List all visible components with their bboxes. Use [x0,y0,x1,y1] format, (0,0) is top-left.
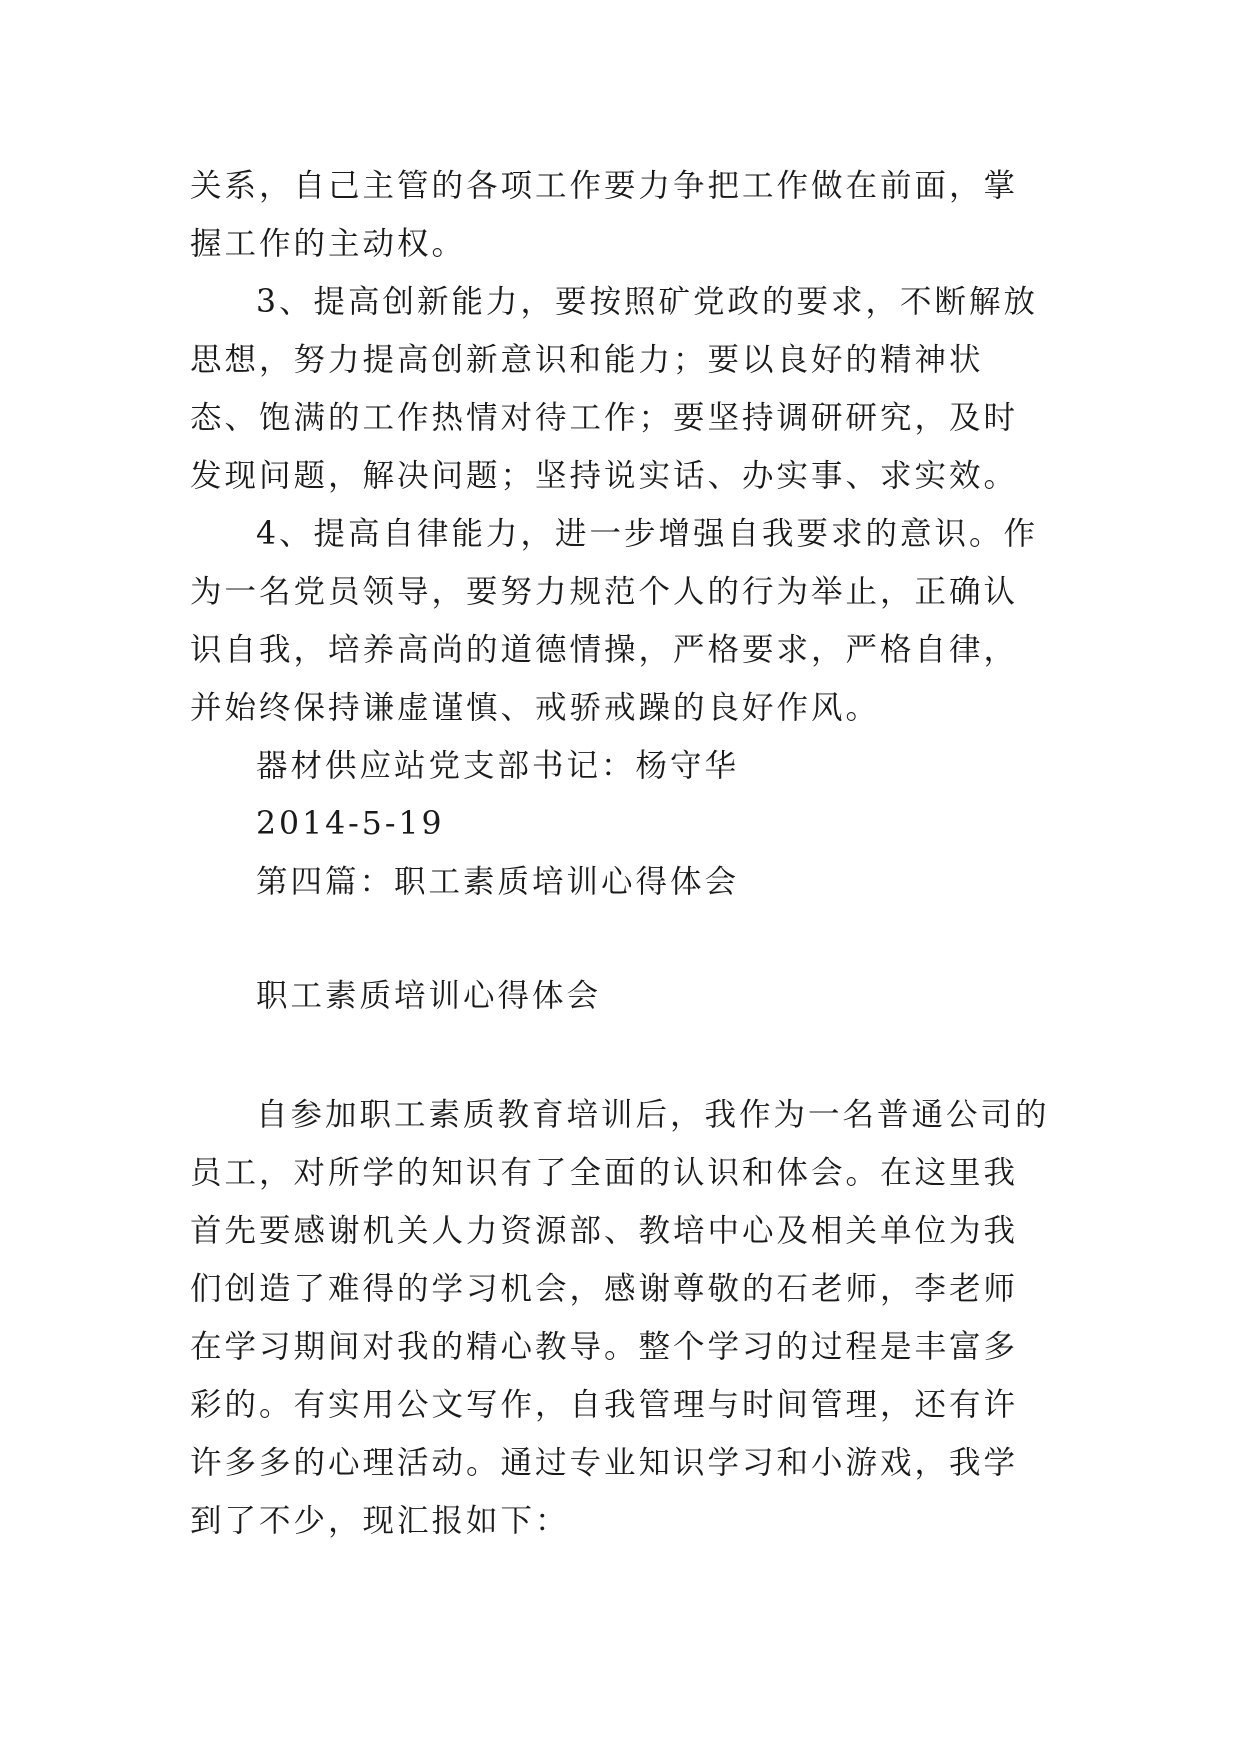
text-block-title [190,967,1052,1025]
text-block-body [190,1086,1052,1550]
paragraph-body: 自参加职工素质教育培训后，我作为一名普通公司的员工，对所学的知识有了全面的认识和体会。在这里我首先要感谢机关人力资源部、教培中心及相关单位为我们创造了难得的学习机会，感谢尊敬的石老师，李老师在学习期间对我的精心教导。整个学习的过程是丰富多彩的。有实用公文写作，自我管理与时间管理，还有许许多多的心理活动。通过专业知识学习和小游戏，我学到了不少，现汇报如下： [190,1097,1050,1539]
section-heading: 第四篇：职工素质培训心得体会 [256,864,740,900]
paragraph-continuation: 关系，自己主管的各项工作要力争把工作做在前面，掌握工作的主动权。 [190,168,1019,262]
paragraph-innovation: 3、提高创新能力，要按照矿党政的要求，不断解放思想，努力提高创新意识和能力；要以良好的精神状态、饱满的工作热情对待工作；要坚持调研研究，及时发现问题，解决问题；坚持说实话、办实事、求实效。 [190,284,1039,494]
date-line: 2014-5-19 [256,806,445,842]
signature-line: 器材供应站党支部书记：杨守华 [256,748,740,784]
article-title: 职工素质培训心得体会 [256,978,602,1014]
text-block-top [190,157,1052,911]
paragraph-self-discipline: 4、提高自律能力，进一步增强自我要求的意识。作为一名党员领导，要努力规范个人的行为举止，正确认识自我，培养高尚的道德情操，严格要求，严格自律，并始终保持谦虚谨慎、戒骄戒躁的良好作风。 [190,516,1039,726]
